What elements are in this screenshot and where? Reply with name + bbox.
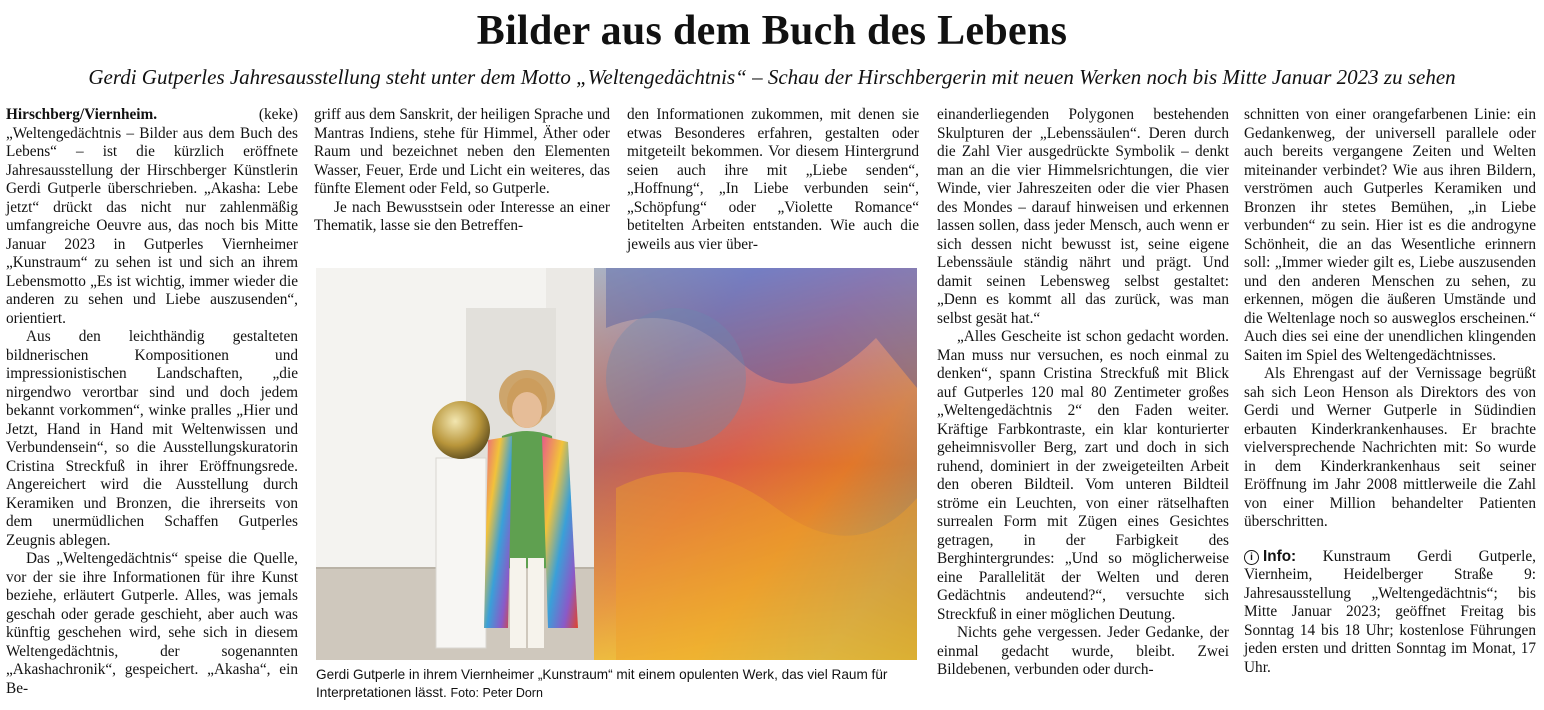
paragraph: Nichts gehe vergessen. Jeder Gedanke, der einmal gedacht wurde, bleibt. Zwei Bildebenen, verbunden oder durch-: [937, 624, 1229, 678]
paragraph-text: (keke) „Weltengedächtnis – Bilder aus dem Buch des Lebens“ – ist die kürzlich eröffnete Jahresausstellung der Hirschberger Künstlerin Gerdi Gutperle überschrieben. „Akasha: Lebe jetzt“ drückt das nicht nur zahlenmäßig umfangreiche Oeuvre aus, das noch bis Mitte Januar 2023 in Gutperles Viernheimer „Kunstraum“ zu sehen ist und sich an ihrem Lebensmotto „Es ist wichtig, immer wieder die anderen zu sehen und Liebe auszusenden“, orientiert.: [6, 106, 298, 327]
article-column-5: [1244, 106, 1536, 677]
photo-credit: Foto: Peter Dorn: [450, 686, 543, 700]
article-column-3: [627, 106, 919, 254]
paragraph: „Alles Gescheite ist schon gedacht worden. Man muss nur versuchen, es noch einmal zu denken“, spann Cristina Streckfuß mit Blick auf Gutperles 120 mal 80 Zentimeter großes „Weltengedächtnis 2“ den Faden weiter. Kräftige Farbkontraste, ein klar konturierter geheimnisvoller Berg, zart und doch in sich ruhend, dominiert in der zweigeteilten Arbeit den oberen Bildteil. Vom unteren Bildteil ströme ein Leuchten, von einer rätselhaften surrealen Form mit Zügen eines Gesichtes getragen, in der Farbigkeit des Berghintergrundes: „Und so möglicherweise eine Parallelität der Welten und deren Gedächtnis andeutend?“, versuchte sich Streckfuß in einer möglichen Deutung.: [937, 328, 1229, 623]
article-photo: [316, 268, 917, 660]
photo-caption: [316, 666, 920, 702]
paragraph: Als Ehrengast auf der Vernissage begrüßt sah sich Leon Henson als Direktors des von Gerdi und Werner Gutperle in Südindien erbauten Kinderkrankenhauses. Er brachte vielversprechende Nachrichten mit: So wurde in dem Kinderkrankenhaus seit seiner Eröffnung im Jahr 2008 mittlerweile die Zahl von einer Million behandelter Patienten überschritten.: [1244, 365, 1536, 530]
dateline: Hirschberg/Viernheim.: [6, 106, 158, 123]
info-text: Kunstraum Gerdi Gutperle, Viernheim, Heidelberger Straße 9: Jahresausstellung „Weltengedächtnis“; bis Mitte Januar 2023; geöffnet Freitag bis Sonntag 14 bis 18 Uhr; kostenlose Führungen jeden ersten und dritten Sonntag im Monat, 17 Uhr.: [1244, 547, 1537, 676]
exhibition-photo-illustration: [316, 268, 917, 660]
paragraph: griff aus dem Sanskrit, der heiligen Sprache und Mantras Indiens, stehe für Himmel, Äther oder Raum und bezeichnet neben den Elementen Wasser, Feuer, Erde und Licht ein weiteres, das fünfte Element oder Feld, so Gutperle.: [314, 106, 610, 197]
article-column-2: [314, 106, 610, 236]
paragraph: [6, 106, 298, 328]
paragraph: schnitten von einer orangefarbenen Linie: ein Gedankenweg, der universell parallele oder auch bereits vergangene Zeiten und Welten miteinander verbindet? Wie aus ihren Bildern, verströmen auch Gutperles Keramiken und Bronzen ihr stetes Bemühen, „in Liebe verbunden“ zu sein. Hier ist es die androgyne Schönheit, die an das Wesentliche erinnern soll: „Immer wieder gilt es, Liebe auszusenden und den anderen Menschen zu sehen, zu erkennen, mögen die äußeren Umstände und die Weltenlage noch so ausweglos erscheinen.“ Auch dies sei eine der unendlichen klingenden Saiten im Spiel des Weltengedächtnisses.: [1244, 106, 1536, 364]
caption-text: Gerdi Gutperle in ihrem Viernheimer „Kunstraum“ mit einem opulenten Werk, das viel Raum für Interpretationen lässt.: [316, 667, 888, 700]
paragraph: Aus den leichthändig gestalteten bildnerischen Kompositionen und impressionistischen Landschaften, „die nirgendwo verortbar sind und doch jedem bekannt vorkommen“, winke pralles „Hier und Jetzt, Hand in Hand mit Weltenwissen und Verbundensein“, so die Ausstellungskuratorin Cristina Streckfuß in ihrer Eröffnungsrede. Angereichert wird die Ausstellung durch Keramiken und Bronzen, die ihrerseits von dem unermüdlichen Schaffen Gutperles Zeugnis ablegen.: [6, 328, 298, 549]
paragraph: Je nach Bewusstsein oder Interesse an einer Thematik, lasse sie den Betreffen-: [314, 198, 610, 234]
article-column-1: [6, 106, 298, 698]
subheadline: Gerdi Gutperles Jahresausstellung steht unter dem Motto „Weltengedächtnis“ – Schau der Hirschbergerin mit neuen Werken noch bis Mitte Januar 2023 zu sehen: [88, 65, 1456, 89]
article-column-4: [937, 106, 1229, 680]
paragraph: Das „Weltengedächtnis“ speise die Quelle, vor der sie ihre Informationen für ihre Kunst beziehe, erläutert Gutperle. Alles, was jemals geschah oder gerade geschieht, aber auch was künftig geschehen wird, sehe sich in diesem Weltengedächtnis, der sogenannten „Akashachronik“, gespeichert. „Akasha“, ein Be-: [6, 550, 298, 697]
paragraph: einanderliegenden Polygonen bestehenden Skulpturen der „Lebenssäulen“. Deren durch die Zahl Vier ausgedrückte Symbolik – denkt man an die vier Himmelsrichtungen, die vier Winde, vier Jahreszeiten oder die vier Phasen des Mondes – darauf hinweisen und erkennen lassen sollen, dass jeder Mensch, auch wenn er sich dessen nicht bewusst ist, seine eigene Lebenssäule ständig nährt und prägt. Und damit seinen Lebensweg selbst gestaltet: „Denn es kommt all das zurück, was man selbst gesät hat.“: [937, 106, 1229, 327]
headline: Bilder aus dem Buch des Lebens: [476, 8, 1068, 54]
info-box: [1244, 548, 1536, 678]
paragraph: den Informationen zukommen, mit denen sie etwas Besonderes erfahren, gestalten oder mitgeteilt bekommen. Vor diesem Hintergrund seien auch ihre mit „Liebe senden“, „Hoffnung“, „In Liebe verbunden sein“, „Schöpfung“ oder „Violette Romance“ betitelten Arbeiten entstanden. Wie auch die jeweils aus vier über-: [627, 106, 919, 253]
info-icon: i: [1244, 550, 1259, 565]
info-label: Info:: [1263, 547, 1297, 565]
